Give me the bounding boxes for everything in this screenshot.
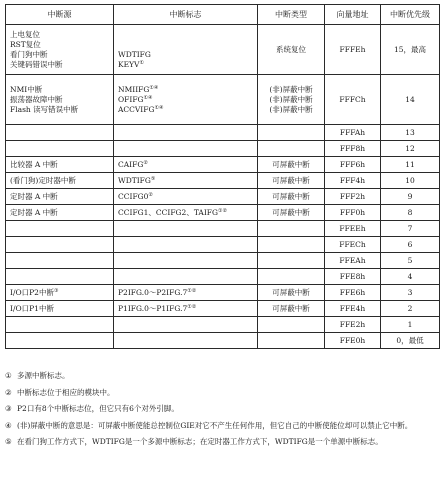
footnote-ref: ①④ xyxy=(154,104,164,111)
table-row xyxy=(6,317,440,333)
flag-line xyxy=(118,105,253,115)
cell-priority: 6 xyxy=(381,237,440,253)
cell-flag xyxy=(114,237,258,253)
footnotes xyxy=(5,370,439,453)
cell-priority: 10 xyxy=(381,173,440,189)
cell-source xyxy=(6,141,114,157)
flag-text: NMIIFG xyxy=(118,84,150,94)
footnote-item xyxy=(5,370,439,382)
flag-text: ACCVIFG xyxy=(118,104,155,114)
flag-line xyxy=(118,40,253,50)
cell-source xyxy=(6,25,114,75)
footnote-mark: ⑤ xyxy=(5,437,12,446)
flag-text: KEYV xyxy=(118,59,140,69)
flag-line xyxy=(118,240,253,250)
cell-source-text: 定时器 A 中断 xyxy=(10,207,58,217)
flag-text: WDTIFG xyxy=(118,175,151,185)
cell-source xyxy=(6,285,114,301)
cell-vector: FFE0h xyxy=(325,333,381,349)
cell-priority: 7 xyxy=(381,221,440,237)
cell-vector: FFF0h xyxy=(325,205,381,221)
flag-line xyxy=(118,304,253,314)
footnote-ref: ①② xyxy=(217,207,227,214)
footnote-text: (非)屏蔽中断的意思是：可屏蔽中断使能总控制位GIE对它不产生任何作用，但它自己的中断使能位却可以禁止它中断。 xyxy=(17,420,413,430)
footnote-item xyxy=(5,403,439,415)
flag-line xyxy=(118,288,253,298)
cell-vector: FFE2h xyxy=(325,317,381,333)
footnote-ref: ⑤ xyxy=(150,175,156,182)
cell-type: (非)屏蔽中断 (非)屏蔽中断 (非)屏蔽中断 xyxy=(258,75,325,125)
cell-priority: 12 xyxy=(381,141,440,157)
flag-line xyxy=(118,272,253,282)
cell-flag xyxy=(114,221,258,237)
cell-source xyxy=(6,301,114,317)
footnote-mark: ③ xyxy=(5,404,12,413)
footnote-item xyxy=(5,436,439,448)
cell-flag xyxy=(114,157,258,173)
flag-line xyxy=(118,85,253,95)
cell-source-text: I/O口P2中断 xyxy=(10,287,54,297)
header-type: 中断类型 xyxy=(258,5,325,25)
table-row xyxy=(6,157,440,173)
footnote-text: P2口有8个中断标志位，但它只有6个对外引脚。 xyxy=(17,404,179,413)
cell-priority: 4 xyxy=(381,269,440,285)
cell-source-text: 上电复位 RST复位 看门狗中断 关键码错误中断 xyxy=(10,29,63,69)
footnote-ref: ①④ xyxy=(143,94,153,101)
footnote-item xyxy=(5,387,439,399)
cell-priority: 9 xyxy=(381,189,440,205)
cell-type xyxy=(258,317,325,333)
flag-line xyxy=(118,176,253,186)
cell-type: 可屏蔽中断 xyxy=(258,285,325,301)
flag-text: P2IFG.0～P2IFG.7 xyxy=(118,287,188,297)
cell-source xyxy=(6,317,114,333)
footnote-mark: ① xyxy=(5,371,12,380)
cell-source xyxy=(6,205,114,221)
cell-priority: 15，最高 xyxy=(381,25,440,75)
table-row xyxy=(6,75,440,125)
header-row xyxy=(6,5,440,25)
cell-priority: 0，最低 xyxy=(381,333,440,349)
table-row xyxy=(6,25,440,75)
table-row xyxy=(6,253,440,269)
table-row xyxy=(6,173,440,189)
table-row xyxy=(6,125,440,141)
cell-vector: FFE8h xyxy=(325,269,381,285)
interrupt-table xyxy=(5,4,440,349)
table-row xyxy=(6,141,440,157)
flag-line xyxy=(118,128,253,138)
cell-source xyxy=(6,125,114,141)
cell-vector: FFECh xyxy=(325,237,381,253)
cell-flag xyxy=(114,301,258,317)
header-flag: 中断标志 xyxy=(114,5,258,25)
flag-line xyxy=(118,160,253,170)
cell-priority: 1 xyxy=(381,317,440,333)
cell-vector: FFFEh xyxy=(325,25,381,75)
table-row xyxy=(6,237,440,253)
cell-flag xyxy=(114,75,258,125)
flag-line xyxy=(118,95,253,105)
cell-source xyxy=(6,237,114,253)
cell-flag xyxy=(114,173,258,189)
cell-type xyxy=(258,221,325,237)
footnote-mark: ④ xyxy=(5,420,12,430)
header-vector: 向量地址 xyxy=(325,5,381,25)
footnote-ref: ①② xyxy=(187,303,197,310)
header-priority: 中断优先级 xyxy=(381,5,440,25)
cell-type: 可屏蔽中断 xyxy=(258,173,325,189)
footnote-text: 多源中断标志。 xyxy=(17,371,70,380)
cell-type: 可屏蔽中断 xyxy=(258,205,325,221)
cell-type xyxy=(258,269,325,285)
flag-text: OFIFG xyxy=(118,94,144,104)
cell-vector: FFE6h xyxy=(325,285,381,301)
footnote-ref: ② xyxy=(143,159,148,166)
cell-flag xyxy=(114,189,258,205)
flag-text: P1IFG.0～P1IFG.7 xyxy=(118,303,188,313)
cell-source xyxy=(6,269,114,285)
cell-vector: FFEEh xyxy=(325,221,381,237)
footnote-ref: ③ xyxy=(53,287,59,294)
cell-type: 可屏蔽中断 xyxy=(258,189,325,205)
cell-type xyxy=(258,333,325,349)
table-row xyxy=(6,269,440,285)
cell-source xyxy=(6,189,114,205)
cell-source-text: (看门狗)定时器中断 xyxy=(10,175,76,185)
cell-type: 系统复位 xyxy=(258,25,325,75)
cell-type: 可屏蔽中断 xyxy=(258,157,325,173)
cell-flag xyxy=(114,333,258,349)
flag-line xyxy=(118,144,253,154)
cell-priority: 11 xyxy=(381,157,440,173)
flag-line xyxy=(118,50,253,60)
footnote-text: 在看门狗工作方式下，WDTIFG是一个多源中断标志；在定时器工作方式下，WDTIFG是一个单源中断标志。 xyxy=(17,437,383,446)
cell-priority: 5 xyxy=(381,253,440,269)
cell-type xyxy=(258,237,325,253)
table-body xyxy=(6,25,440,349)
flag-line xyxy=(118,224,253,234)
cell-type: 可屏蔽中断 xyxy=(258,301,325,317)
cell-flag xyxy=(114,253,258,269)
flag-text: WDTIFG xyxy=(118,49,151,59)
footnote-ref: ①② xyxy=(187,287,197,294)
cell-source xyxy=(6,75,114,125)
cell-source xyxy=(6,253,114,269)
footnote-ref: ① xyxy=(139,59,144,66)
flag-line xyxy=(118,192,253,202)
cell-type xyxy=(258,125,325,141)
table-row xyxy=(6,301,440,317)
footnote-text: 中断标志位于相应的模块中。 xyxy=(17,387,115,397)
footnote-ref: ①④ xyxy=(149,84,159,91)
cell-priority: 13 xyxy=(381,125,440,141)
cell-vector: FFFCh xyxy=(325,75,381,125)
flag-line xyxy=(118,320,253,330)
footnote-mark: ② xyxy=(5,387,12,397)
flag-line xyxy=(118,60,253,70)
cell-source xyxy=(6,333,114,349)
flag-line xyxy=(118,208,253,218)
table-row xyxy=(6,189,440,205)
cell-vector: FFF4h xyxy=(325,173,381,189)
cell-flag xyxy=(114,125,258,141)
flag-line xyxy=(118,336,253,346)
cell-flag xyxy=(114,205,258,221)
cell-priority: 14 xyxy=(381,75,440,125)
cell-vector: FFF6h xyxy=(325,157,381,173)
cell-source-text: NMI中断 振荡器故障中断 Flash 读写错误中断 xyxy=(10,84,79,114)
cell-vector: FFE4h xyxy=(325,301,381,317)
table-row xyxy=(6,205,440,221)
cell-flag xyxy=(114,141,258,157)
cell-flag xyxy=(114,285,258,301)
cell-type xyxy=(258,253,325,269)
table-row xyxy=(6,285,440,301)
flag-line xyxy=(118,256,253,266)
flag-text: CCIFG0 xyxy=(118,191,149,201)
cell-type xyxy=(258,141,325,157)
cell-source xyxy=(6,221,114,237)
cell-vector: FFF8h xyxy=(325,141,381,157)
cell-source xyxy=(6,157,114,173)
flag-text: CCIFG1、CCIFG2、TAIFG xyxy=(118,207,218,217)
cell-priority: 3 xyxy=(381,285,440,301)
cell-flag xyxy=(114,269,258,285)
cell-priority: 2 xyxy=(381,301,440,317)
cell-flag xyxy=(114,317,258,333)
cell-vector: FFEAh xyxy=(325,253,381,269)
table-row xyxy=(6,221,440,237)
cell-vector: FFFAh xyxy=(325,125,381,141)
flag-line xyxy=(118,30,253,40)
footnote-ref: ② xyxy=(148,191,153,198)
cell-source xyxy=(6,173,114,189)
header-source: 中断源 xyxy=(6,5,114,25)
cell-flag xyxy=(114,25,258,75)
cell-priority: 8 xyxy=(381,205,440,221)
cell-source-text: 定时器 A 中断 xyxy=(10,191,58,201)
cell-source-text: 比较器 A 中断 xyxy=(10,159,58,169)
cell-source-text: I/O口P1中断 xyxy=(10,303,54,313)
footnote-item xyxy=(5,420,439,432)
table-row xyxy=(6,333,440,349)
flag-text: CAIFG xyxy=(118,159,144,169)
cell-vector: FFF2h xyxy=(325,189,381,205)
